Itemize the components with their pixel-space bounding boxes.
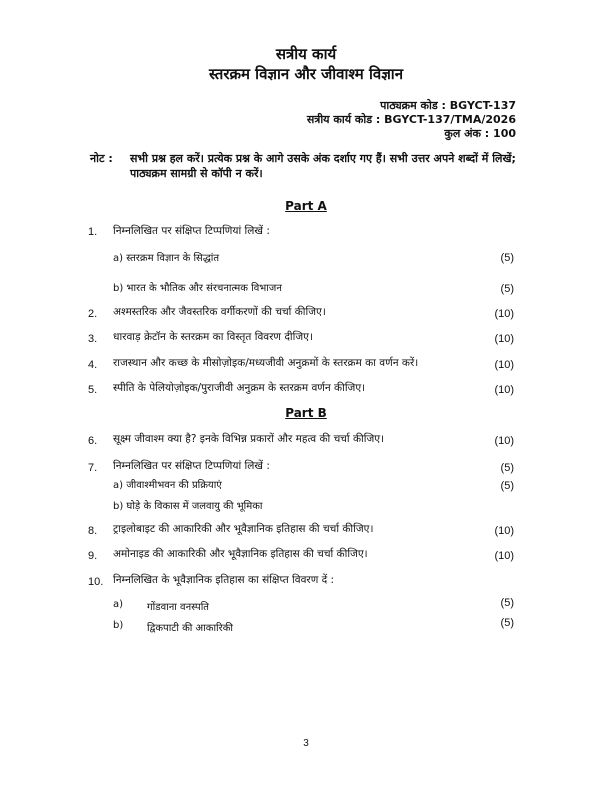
question-7a-marks: (5) [500, 462, 514, 474]
question-10b-label: b) [113, 620, 124, 631]
question-4-marks: (10) [494, 359, 514, 371]
question-4-number: 4. [88, 359, 98, 371]
question-10a-label: a) [113, 599, 124, 610]
question-10-text: निम्नलिखित के भूवैज्ञानिक इतिहास का संक्षिप्त विवरण दें : [113, 574, 335, 586]
question-9-number: 9. [88, 550, 98, 562]
question-4-text: राजस्थान और कच्छ के मीसोज़ोइक/मध्यजीवी अनुक्रमों के स्तरक्रम का वर्णन करें। [113, 357, 419, 369]
question-2-number: 2. [88, 308, 98, 320]
question-3-marks: (10) [494, 333, 514, 345]
total-marks: कुल अंक : 100 [444, 127, 516, 140]
question-8-text: ट्राइलोबाइट की आकारिकी और भूवैज्ञानिक इतिहास की चर्चा कीजिए। [113, 523, 374, 535]
course-code: पाठ्यक्रम कोड : BGYCT-137 [380, 99, 516, 112]
assignment-code: सत्रीय कार्य कोड : BGYCT-137/TMA/2026 [306, 113, 516, 126]
question-10a-text: गोंडवाना वनस्पति [147, 602, 210, 613]
part-a-heading: Part A [285, 199, 327, 213]
question-10-number: 10. [88, 576, 104, 588]
note-text: सभी प्रश्न हल करें। प्रत्येक प्रश्न के आगे उसके अंक दर्शाए गए हैं। सभी उत्तर अपने शब्दों में लिखें; पाठ्यक्रम सामग्री से कॉपी न करें। [130, 152, 516, 180]
instructions-note [90, 151, 530, 181]
question-6-number: 6. [88, 435, 98, 447]
question-5-marks: (10) [494, 384, 514, 396]
question-10b-text: द्विकपाटी की आकारिकी [147, 623, 233, 634]
part-b-heading: Part B [285, 406, 327, 420]
page-number: 3 [303, 738, 309, 749]
note-label: नोट : [90, 152, 113, 165]
question-6-text: सूक्ष्म जीवाश्म क्या है? इनके विभिन्न प्रकारों और महत्व की चर्चा कीजिए। [113, 433, 385, 445]
question-7a-text: a) जीवाश्मीभवन की प्रक्रियाएं [113, 480, 222, 491]
question-1b-text: b) भारत के भौतिक और संरचनात्मक विभाजन [113, 283, 282, 294]
question-8-marks: (10) [494, 525, 514, 537]
question-5-text: स्पीति के पेलियोज़ोइक/पुराजीवी अनुक्रम के स्तरक्रम वर्णन कीजिए। [113, 382, 366, 394]
question-1-text: निम्नलिखित पर संक्षिप्त टिप्पणियां लिखें : [113, 225, 270, 237]
question-2-marks: (10) [494, 308, 514, 320]
question-3-text: धारवाड़ क्रेटॉन के स्तरक्रम का विस्तृत विवरण दीजिए। [113, 331, 313, 343]
question-1b-marks: (5) [500, 283, 514, 295]
question-2-text: अश्मस्तरिक और जैवस्तरिक वर्गीकरणों की चर्चा कीजिए। [113, 306, 326, 318]
question-3-number: 3. [88, 333, 98, 345]
question-1a-text: a) स्तरक्रम विज्ञान के सिद्धांत [113, 253, 220, 264]
question-9-text: अमोनाइड की आकारिकी और भूवैज्ञानिक इतिहास की चर्चा कीजिए। [113, 548, 368, 560]
question-7b-text: b) घोड़े के विकास में जलवायु की भूमिका [113, 501, 263, 512]
question-6-marks: (10) [494, 435, 514, 447]
question-5-number: 5. [88, 384, 98, 396]
question-10b-marks: (5) [500, 617, 514, 629]
question-1a-marks: (5) [500, 252, 514, 264]
question-7b-marks: (5) [500, 480, 514, 492]
question-7-text: निम्नलिखित पर संक्षिप्त टिप्पणियां लिखें : [113, 460, 270, 472]
question-9-marks: (10) [494, 550, 514, 562]
question-7-number: 7. [88, 462, 98, 474]
question-8-number: 8. [88, 525, 98, 537]
question-1-number: 1. [88, 226, 98, 238]
course-title: स्तरक्रम विज्ञान और जीवाश्म विज्ञान [208, 65, 404, 83]
question-10a-marks: (5) [500, 597, 514, 609]
document-title: सत्रीय कार्य [275, 45, 337, 63]
